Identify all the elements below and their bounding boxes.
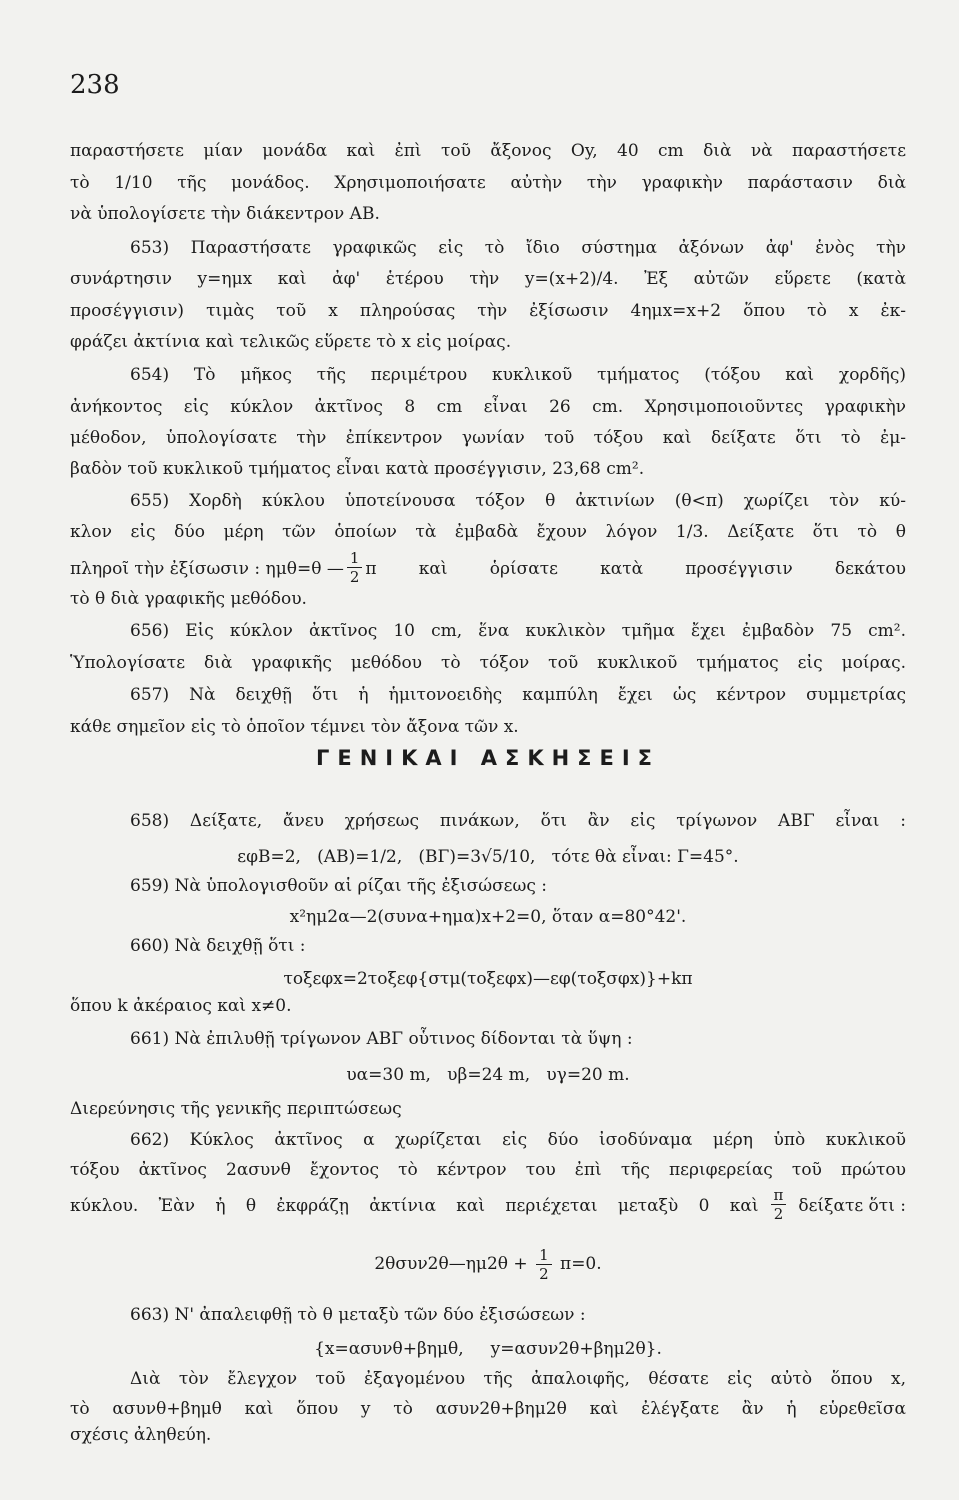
equation-line	[70, 1244, 906, 1284]
text-segment: 2θσυν2θ—ημ2θ +	[374, 1254, 528, 1274]
equation-line	[70, 549, 906, 589]
equation-line: τοξεφx=2τοξεφ{στμ(τοξεφx)—εφ(τοξσφx)}+kπ	[283, 969, 693, 989]
text-line: Διερεύνησις τῆς γενικῆς περιπτώσεως	[70, 1099, 402, 1119]
exercise-661: 661) Νὰ ἐπιλυθῇ τρίγωνον ΑΒΓ οὗτινος δίδονται τὰ ὕψη :	[130, 1029, 633, 1049]
equation-line: x²ημ2α—2(συνα+ημα)x+2=0, ὅταν α=80°42'.	[289, 907, 687, 927]
exercise-658: 658) Δείξατε, ἄνευ χρήσεως πινάκων, ὅτι ἂν εἰς τρίγωνον ΑΒΓ εἶναι :	[130, 811, 906, 831]
text-line: τὸ θ διὰ γραφικῆς μεθόδου.	[70, 589, 307, 609]
exercise-654: 654) Τὸ μῆκος τῆς περιμέτρου κυκλικοῦ τμήματος (τόξου καὶ χορδῆς)	[130, 365, 906, 385]
denominator: 2	[539, 1265, 549, 1283]
text-line: Ὑπολογίσατε διὰ γραφικῆς μεθόδου τὸ τόξον τοῦ κυκλικοῦ τμήματος εἰς μοίρας.	[70, 653, 906, 673]
text-line: τὸ 1/10 τῆς μονάδος. Χρησιμοποιήσατε αὐτὴν τὴν γραφικὴν παράστασιν διὰ	[70, 173, 906, 193]
exercise-662: 662) Κύκλος ἀκτῖνος α χωρίζεται εἰς δύο ἰσοδύναμα μέρη ὑπὸ κυκλικοῦ	[130, 1130, 906, 1150]
text-line: μέθοδον, ὑπολογίσατε τὴν ἐπίκεντρον γωνίαν τοῦ τόξου καὶ δείξατε ὅτι τὸ ἐμ-	[70, 428, 906, 448]
text-line: κάθε σημεῖον εἰς τὸ ὁποῖον τέμνει τὸν ἄξονα τῶν x.	[70, 717, 519, 737]
text-line: τόξου ἀκτῖνος 2ασυνθ ἔχοντος τὸ κέντρον του ἐπὶ τῆς περιφερείας τοῦ πρώτου	[70, 1160, 906, 1180]
equation-line: υα=30 m, υβ=24 m, υγ=20 m.	[346, 1065, 630, 1085]
text-segment: πληροῖ τὴν ἐξίσωσιν : ημθ=θ —	[70, 559, 344, 579]
section-heading: ΓΕΝΙΚΑΙ ΑΣΚΗΣΕΙΣ	[315, 746, 661, 770]
text-segment: π καὶ ὁρίσατε κατὰ προσέγγισιν δεκάτου	[365, 559, 906, 579]
exercise-656: 656) Εἰς κύκλον ἀκτῖνος 10 cm, ἕνα κυκλικὸν τμῆμα ἔχει ἐμβαδὸν 75 cm².	[130, 621, 906, 641]
exercise-653: 653) Παραστήσατε γραφικῶς εἰς τὸ ἴδιο σύστημα ἀξόνων ἀφ' ἑνὸς τὴν	[130, 238, 906, 258]
equation-line	[70, 1186, 906, 1226]
text-line: σχέσις ἀληθεύη.	[70, 1425, 212, 1445]
equation-line: εφΒ=2, (ΑΒ)=1/2, (ΒΓ)=3√5/10, τότε θὰ εἶναι: Γ=45°.	[237, 847, 739, 867]
text-segment: κύκλου. Ἐὰν ἡ θ ἐκφράζῃ ἀκτίνια καὶ περιέχεται μεταξὺ 0 καὶ	[70, 1196, 759, 1216]
text-line: ὅπου k ἀκέραιος καὶ x≠0.	[70, 996, 292, 1016]
text-line: τὸ ασυνθ+βημθ καὶ ὅπου y τὸ ασυν2θ+βημ2θ καὶ ἐλέγξατε ἂν ἡ εὑρεθεῖσα	[70, 1399, 906, 1419]
exercise-659: 659) Νὰ ὑπολογισθοῦν αἱ ρίζαι τῆς ἐξισώσεως :	[130, 876, 547, 896]
numerator: 1	[347, 549, 363, 568]
denominator: 2	[773, 1205, 784, 1223]
text-segment: δείξατε ὅτι :	[798, 1196, 906, 1216]
text-line: νὰ ὑπολογίσετε τὴν διάκεντρον ΑΒ.	[70, 204, 380, 224]
equation-line: {x=ασυνθ+βημθ, y=ασυν2θ+βημ2θ}.	[314, 1339, 662, 1359]
text-segment: π=0.	[560, 1254, 602, 1274]
numerator: π	[771, 1186, 787, 1205]
exercise-655: 655) Χορδὴ κύκλου ὑποτείνουσα τόξον θ ἀκτινίων (θ<π) χωρίζει τὸν κύ-	[130, 491, 906, 511]
text-line: βαδὸν τοῦ κυκλικοῦ τμήματος εἶναι κατὰ προσέγγισιν, 23,68 cm².	[70, 459, 645, 479]
exercise-657: 657) Νὰ δειχθῇ ὅτι ἡ ἡμιτονοειδὴς καμπύλη ἔχει ὡς κέντρον συμμετρίας	[130, 685, 906, 705]
text-line: κλον εἰς δύο μέρη τῶν ὁποίων τὰ ἐμβαδὰ ἔχουν λόγον 1/3. Δείξατε ὅτι τὸ θ	[70, 522, 906, 542]
text-line: προσέγγισιν) τιμὰς τοῦ x πληρούσας τὴν ἐξίσωσιν 4ημx=x+2 ὅπου τὸ x ἐκ-	[70, 301, 906, 321]
fraction	[536, 1246, 552, 1283]
exercise-660: 660) Νὰ δειχθῇ ὅτι :	[130, 936, 306, 956]
fraction	[771, 1186, 787, 1226]
fraction	[347, 549, 363, 589]
page-number: 238	[70, 70, 120, 100]
text-line: παραστήσετε μίαν μονάδα καὶ ἐπὶ τοῦ ἄξονος Oy, 40 cm διὰ νὰ παραστήσετε	[70, 141, 906, 161]
text-line: φράζει ἀκτίνια καὶ τελικῶς εὕρετε τὸ x εἰς μοίρας.	[70, 332, 512, 352]
denominator: 2	[349, 568, 360, 586]
text-line: Διὰ τὸν ἔλεγχον τοῦ ἐξαγομένου τῆς ἀπαλοιφῆς, θέσατε εἰς αὐτὸ ὅπου x,	[130, 1369, 906, 1389]
text-line: ἀνήκοντος εἰς κύκλον ἀκτῖνος 8 cm εἶναι 26 cm. Χρησιμοποιοῦντες γραφικὴν	[70, 397, 906, 417]
text-line: συνάρτησιν y=ημx καὶ ἀφ' ἑτέρου τὴν y=(x+2)/4. Ἐξ αὐτῶν εὕρετε (κατὰ	[70, 269, 906, 289]
numerator: 1	[536, 1246, 552, 1265]
exercise-663: 663) Ν' ἀπαλειφθῇ τὸ θ μεταξὺ τῶν δύο ἐξισώσεων :	[130, 1305, 586, 1325]
